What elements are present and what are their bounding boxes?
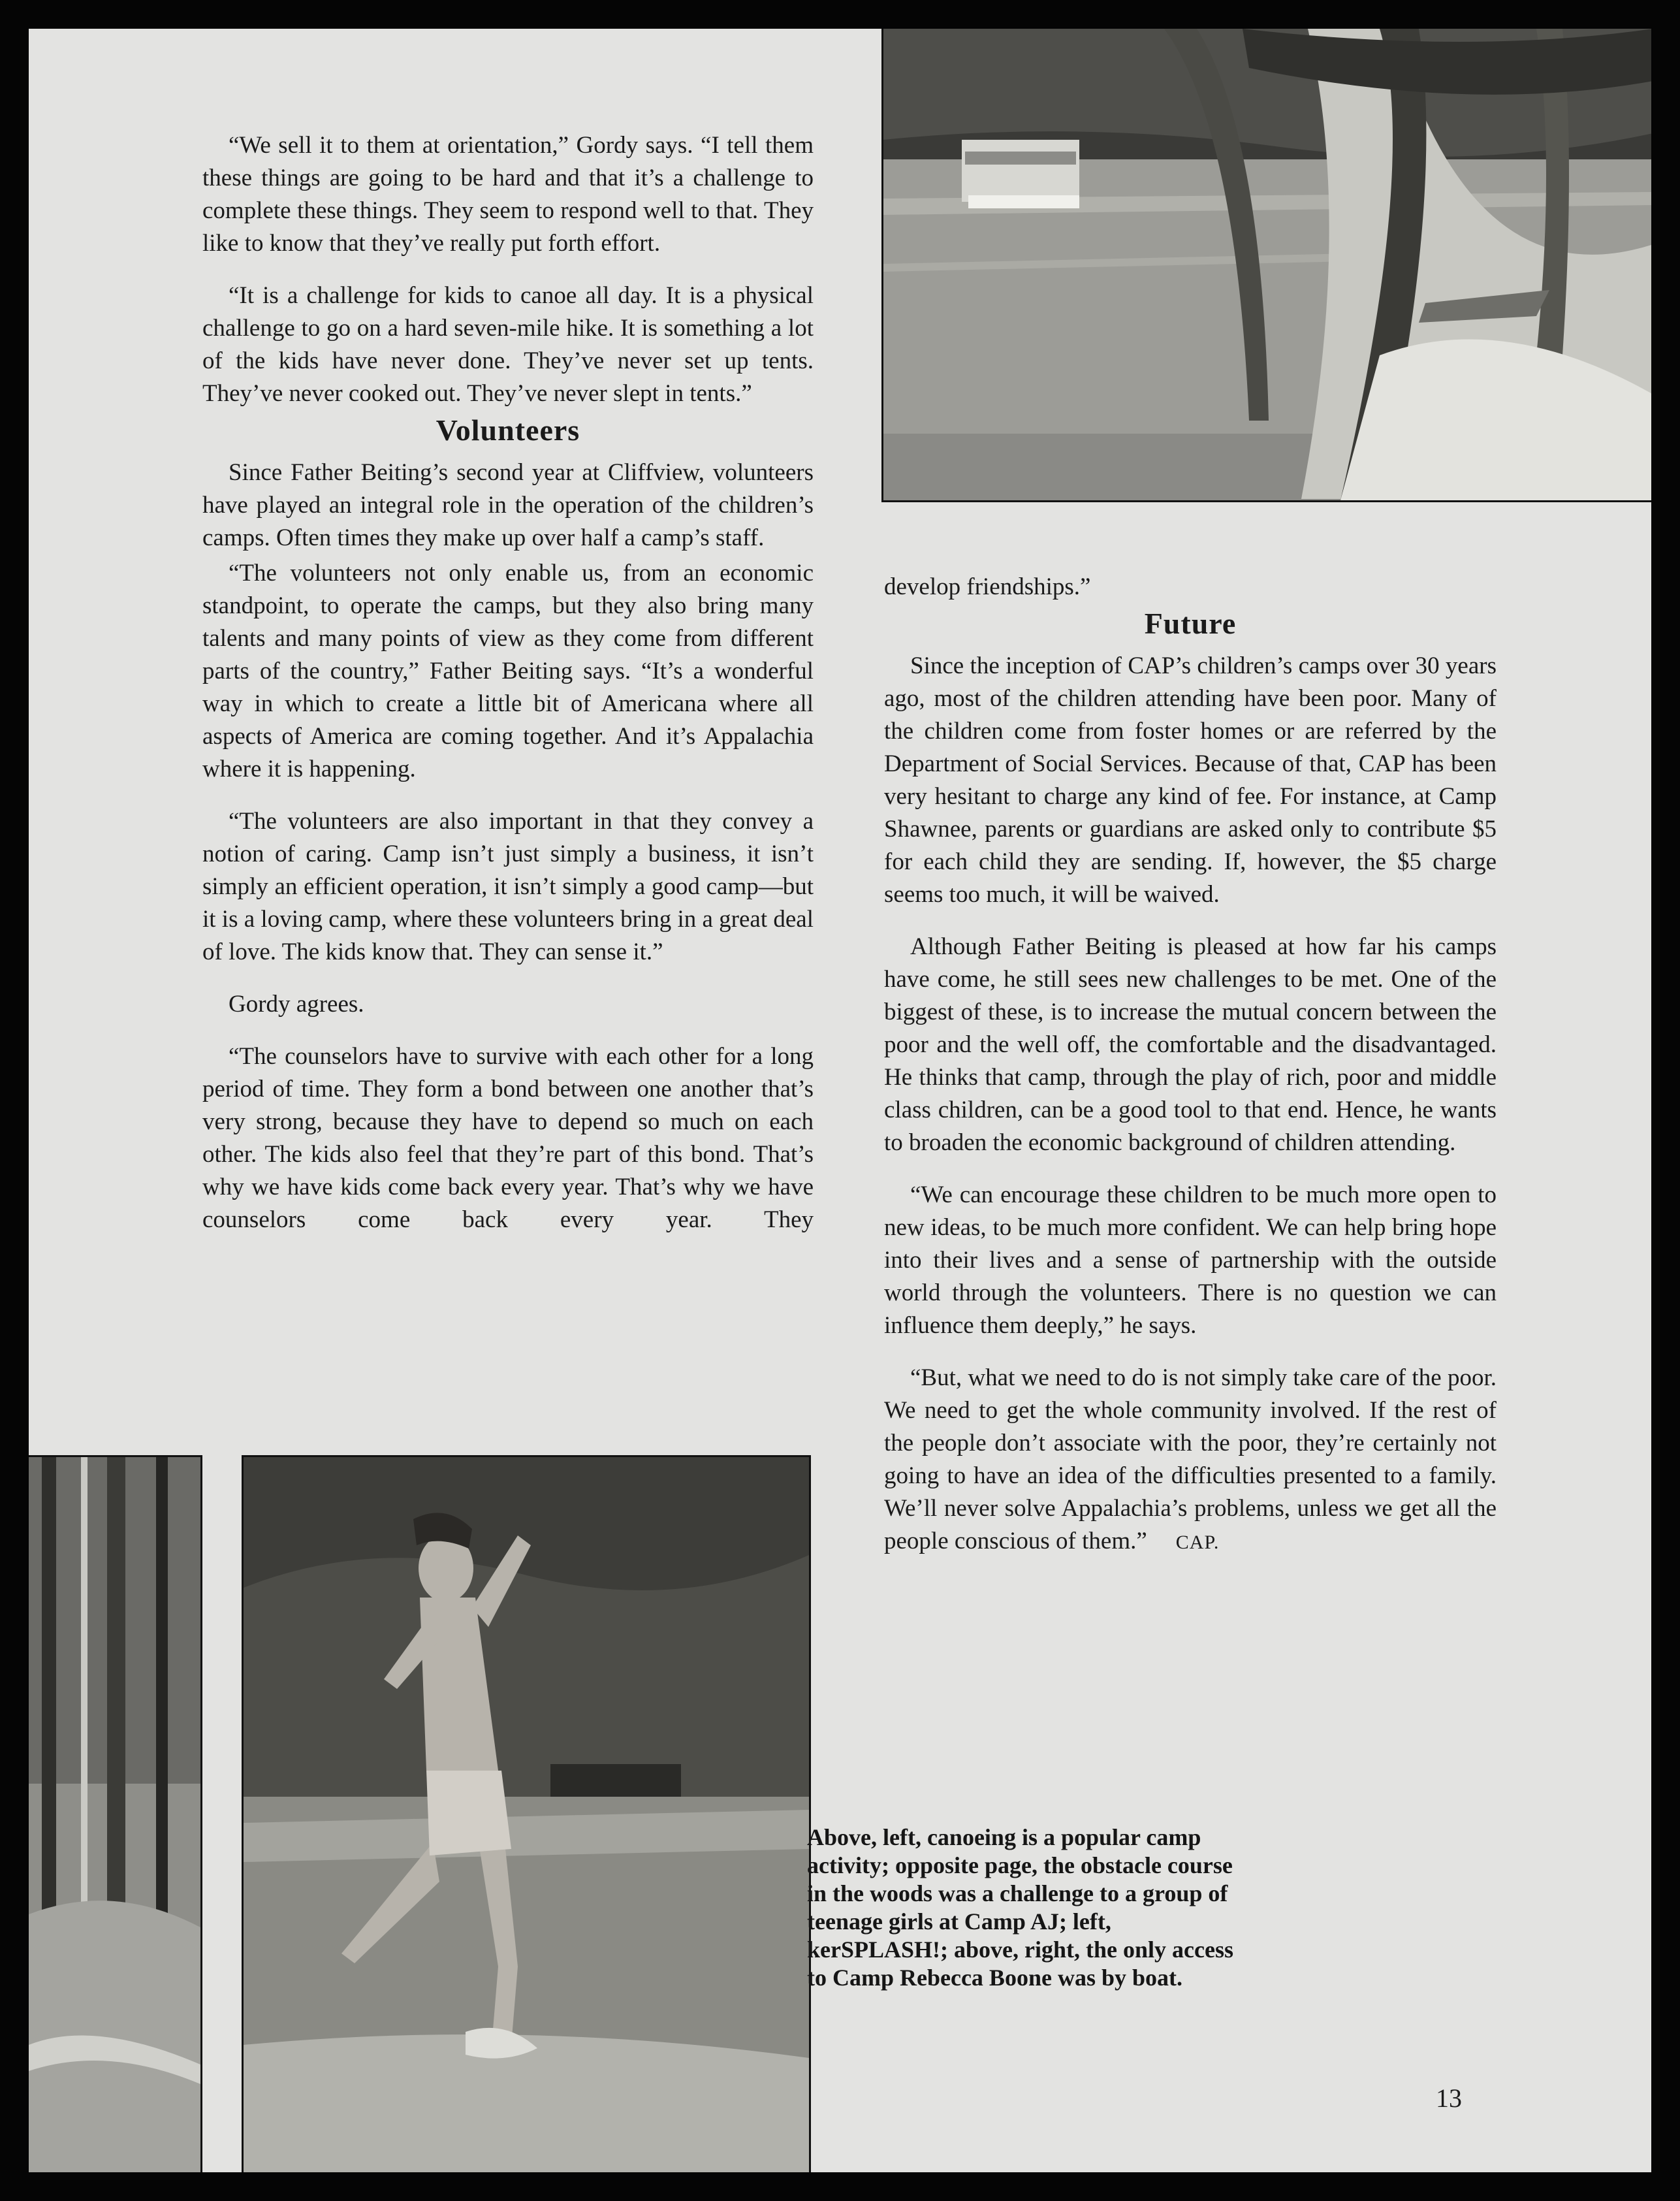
boat-lake-photo <box>881 29 1651 502</box>
continuation-line: develop friendships.” <box>884 573 1091 600</box>
body-paragraph: “We can encourage these children to be much more open to new ideas, to be much more confident. We can help bring hope into their lives and a sense of partnership with the outside world through the volunteers. There is no question we can influence them deeply,” he says. <box>884 1181 1497 1339</box>
section-heading-future: Future <box>1144 607 1237 640</box>
left-column <box>202 129 814 1236</box>
body-paragraph: Since the inception of CAP’s children’s camps over 30 years ago, most of the children attending have been poor. Many of the children come from foster homes or are referred by the Department of Social Services. Because of that, CAP has been very hesitant to charge any kind of fee. For instance, at Camp Shawnee, parents or guardians are asked only to contribute $5 for each child they are sending. If, however, the $5 charge seems too much, it will be waived. <box>884 652 1497 908</box>
body-paragraph: “We sell it to them at orientation,” Gordy says. “I tell them these things are going to be hard and that it’s a challenge to complete these things. They seem to respond well to that. They like to know that they’ve really put forth effort. <box>202 132 814 257</box>
magazine-page <box>29 29 1651 2172</box>
body-paragraph <box>884 1362 1497 1559</box>
closing-quote: “But, what we need to do is not simply take care of the poor. We need to get the whole community involved. If the rest of the people don’t associate with the poor, they’re certainly not going to have an idea of the difficulties presented to a family. We’ll never solve Appalachia’s problems, unless we get all the people conscious of them.” <box>884 1364 1497 1554</box>
body-paragraph: “The counselors have to survive with each other for a long period of time. They form a bond between one another that’s very strong, because they have to depend so much on each other. The kids also feel that they’re part of this bond. That’s why we have kids come back every year. That’s why we have counselors come back every year. They <box>202 1043 814 1233</box>
body-paragraph: “The volunteers not only enable us, from an economic standpoint, to operate the camps, but they also bring many talents and many points of view as they come from different parts of the country,” Father Beiting says. “It’s a wonderful way in which to create a little bit of Americana where all aspects of America are coming together. And it’s Appalachia where it is happening. <box>202 560 814 782</box>
body-paragraph: “The volunteers are also important in that they convey a notion of caring. Camp isn’t just simply a business, it isn’t simply an efficient operation, it isn’t simply a good camp—but it is a loving camp, where these volunteers bring in a great deal of love. The kids know that. They can sense it.” <box>202 808 814 965</box>
body-paragraph: Gordy agrees. <box>229 991 364 1018</box>
right-column <box>884 571 1497 1559</box>
body-paragraph: Although Father Beiting is pleased at how far his camps have come, he still sees new challenges to be met. One of the biggest of these, is to increase the mutual concern between the poor and the well off, the comfortable and the disadvantaged. He thinks that camp, through the play of rich, poor and middle class children, can be a good tool to that end. Hence, he wants to broaden the economic background of children attending. <box>884 933 1497 1156</box>
kersplash-photo <box>242 1455 811 2172</box>
body-paragraph: “It is a challenge for kids to canoe all day. It is a physical challenge to go on a hard seven-mile hike. It is something a lot of the kids have never done. They’ve never set up tents. They’ve never cooked out. They’ve never slept in tents.” <box>202 282 814 407</box>
photo-caption: Above, left, canoeing is a popular camp activity; opposite page, the obstacle course in the woods was a challenge to a group of teenage girls at Camp AJ; left, kerSPLASH!; above, right, the only access to Camp Rebecca Boone was by boat. <box>807 1824 1233 1991</box>
forest-obstacle-photo <box>29 1455 202 2172</box>
section-heading-volunteers: Volunteers <box>436 413 580 447</box>
signature: CAP. <box>1175 1532 1220 1553</box>
page-number: 13 <box>1436 2083 1462 2113</box>
body-paragraph: Since Father Beiting’s second year at Cliffview, volunteers have played an integral role in the operation of the children’s camps. Often times they make up over half a camp’s staff. <box>202 459 814 551</box>
